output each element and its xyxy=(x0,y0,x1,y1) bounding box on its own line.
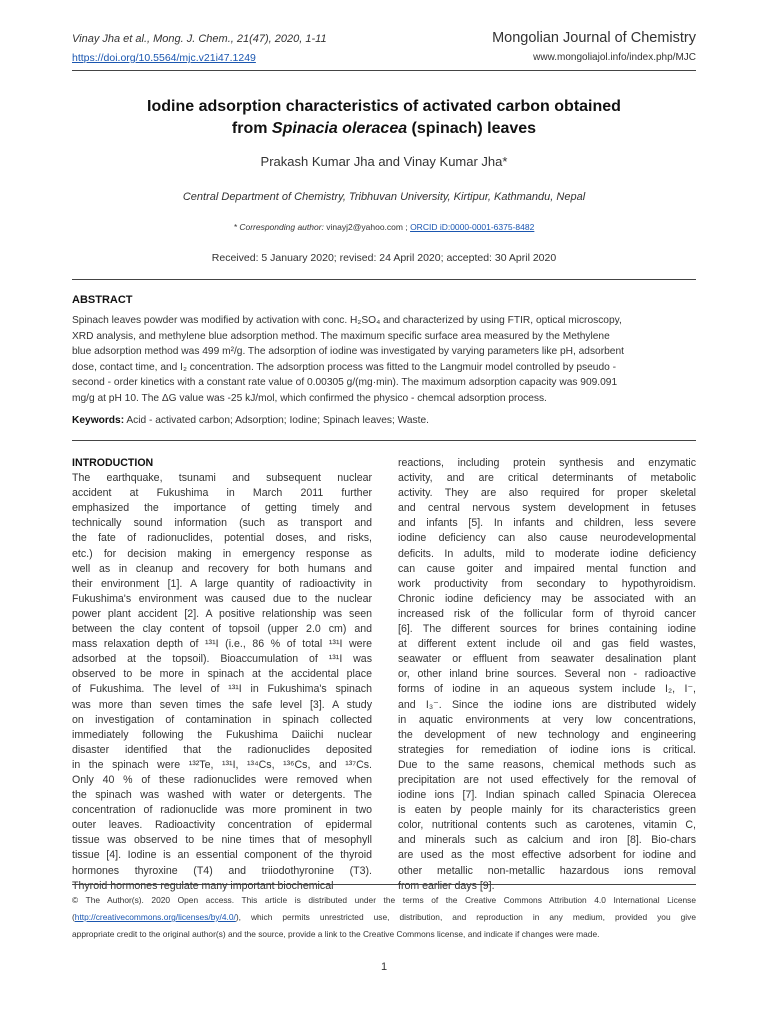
title-line-1: Iodine adsorption characteristics of activated carbon obtained xyxy=(147,98,621,115)
page-number: 1 xyxy=(380,961,388,973)
text-line: and I₃⁻. Since the iodine ions are distributed widely xyxy=(398,698,696,711)
affiliation: Central Department of Chemistry, Tribhuvan University, Kirtipur, Kathmandu, Nepal xyxy=(182,191,586,203)
intro-left-column xyxy=(72,456,372,894)
text-line: from earlier days [9]. xyxy=(398,879,495,892)
text-line: Spinach leaves powder was modified by activation with conc. H₂SO₄ and characterized by using FTIR, optical microscopy, xyxy=(72,315,622,326)
text-line: in aquatic environments at very low concentrations, xyxy=(398,713,696,726)
text-line: are used as the most effective adsorbent for iodine and xyxy=(398,849,696,862)
text-line: iodine deficiency can also cause neurodevelopmental xyxy=(398,532,696,545)
title-line-2: from Spinacia oleracea (spinach) leaves xyxy=(231,120,537,137)
text-line: mass relaxation depth of ¹³¹I (i.e., 86 % of total ¹³¹I were xyxy=(72,638,372,651)
text-line: reactions, including protein synthesis and enzymatic xyxy=(398,457,696,469)
text-line: work productivity from secondary to hypothyroidism. xyxy=(398,577,696,590)
text-line: increased risk of the follicular form of thyroid cancer xyxy=(398,607,696,620)
license-line-1: © The Author(s). 2020 Open access. This article is distributed under the terms of the Creative Commons Attribution 4.0 International License xyxy=(72,895,696,905)
paper-title xyxy=(72,96,696,140)
text-line: Chronic iodine deficiency may be associated with an xyxy=(398,592,696,605)
abstract-text xyxy=(72,313,698,406)
corresponding-label: * Corresponding author: xyxy=(233,222,324,232)
text-line: concentration of radionuclide was more prominent in two xyxy=(72,804,372,817)
text-line: observed to be more in spinach at the accidental place xyxy=(72,668,372,681)
text-line: their environment [1]. A large quantity of radioactivity in xyxy=(72,577,372,590)
text-line: can cause goiter and impaired mental function and xyxy=(398,562,696,575)
author-email[interactable]: vinayj2@yahoo.com ; xyxy=(326,222,408,232)
text-line: the development of new technology and engineering xyxy=(398,728,696,741)
article-dates: Received: 5 January 2020; revised: 24 April 2020; accepted: 30 April 2020 xyxy=(211,252,557,264)
text-line: other metallic non-metallic hazardous ions removal xyxy=(398,864,696,877)
text-line: tissue was observed to be nine times that of mesophyll xyxy=(72,834,372,847)
dates-rule xyxy=(72,279,696,280)
text-line: accident at Fukushima in March 2011 further xyxy=(72,487,372,500)
text-line: strategies for remediation of iodine ions is critical. xyxy=(398,743,696,756)
license-rule xyxy=(72,884,696,885)
text-line: activity, and are critical determinants of metabolic xyxy=(398,472,696,485)
text-line: seawater or effluent from seawater desalination plant xyxy=(398,653,696,666)
text-line: and infants [5]. In infants and children, less severe xyxy=(398,517,696,530)
keywords-text: Acid - activated carbon; Adsorption; Iodine; Spinach leaves; Waste. xyxy=(126,415,429,426)
intro-heading: INTRODUCTION xyxy=(72,457,154,469)
text-line: The earthquake, tsunami and subsequent nuclear xyxy=(72,472,372,485)
text-line: is eaten by people mainly for its characteristics green xyxy=(398,804,696,817)
text-line: outer leaves. Radioactivity concentration of epidermal xyxy=(72,819,372,832)
text-line: in the spinach were ¹³²Te, ¹³¹I, ¹³⁴Cs, ¹³⁶Cs, and ¹³⁷Cs. xyxy=(72,758,372,771)
text-line: deficits. In adults, mild to moderate iodine deficiency xyxy=(398,547,696,560)
keywords-rule xyxy=(72,440,696,441)
text-line: forms of iodine in an aqueous system include I₂, I⁻, xyxy=(398,683,696,696)
text-line: of Fukushima. The level of ¹³¹I in Fukushima's spinach xyxy=(72,683,372,696)
intro-right-column xyxy=(398,456,696,894)
text-line: immediately following the Fukushima Daiichi nuclear xyxy=(72,728,372,741)
text-line: well as in cleanup and recovery for both humans and xyxy=(72,562,372,575)
journal-name: Mongolian Journal of Chemistry xyxy=(492,30,696,46)
text-line: precipitation are not used effectively for the removal of xyxy=(398,773,696,786)
text-line: was more than seven times the safe level [3]. A study xyxy=(72,698,372,711)
text-line: at different extent include oil and gas field wastes, xyxy=(398,638,696,651)
text-line: between the clay content of topsoil (upper 2.0 cm) and xyxy=(72,623,372,636)
authors: Prakash Kumar Jha and Vinay Kumar Jha* xyxy=(260,154,508,169)
citation-header: Vinay Jha et al., Mong. J. Chem., 21(47), 2020, 1-11 xyxy=(72,33,327,45)
text-line: Fukushima's environment was caused due to the nuclear xyxy=(72,592,372,605)
text-line: the spinach was washed with water or detergents. The xyxy=(72,789,372,802)
text-line: dose, contact time, and I₂ concentration. The adsorption process was fitted to the Langmuir model controlled by pseudo - xyxy=(72,361,617,373)
journal-website: www.mongoliajol.info/index.php/MJC xyxy=(533,52,696,63)
text-line: iodine ions [7]. Indian spinach called Spinacia Olerecea xyxy=(398,789,696,802)
text-line: etc.) for decision making in emergency response as xyxy=(72,547,372,560)
text-line: mg/g at pH 10. The ΔG value was -25 kJ/mol, which confirmed the physico - chemcal adsorption process. xyxy=(72,392,547,404)
text-line: and central nervous system development in fetuses xyxy=(398,502,696,515)
text-line: blue adsorption method was 499 m²/g. The adsorption of iodine was investigated by varying parameters like pH, adsorbent xyxy=(72,346,624,357)
text-line: Only 40 % of these radionuclides were removed when xyxy=(72,773,372,786)
abstract-heading: ABSTRACT xyxy=(72,294,133,306)
license-line-2: (http://creativecommons.org/licenses/by/4.0/), which permits unrestricted use, distribution, and reproduction in any medium, provided you give xyxy=(72,912,696,922)
text-line: XRD analysis, and methylene blue adsorption method. The maximum specific surface area measured by the Methylene xyxy=(72,330,610,342)
text-line: hormones thyroxine (T4) and triiodothyronine (T3). xyxy=(72,864,372,877)
text-line: power plant accident [2]. A positive relationship was seen xyxy=(72,607,372,620)
text-line: color, nutritional contents such as carotenes, vitamin C, xyxy=(398,819,696,832)
corresponding-author xyxy=(72,222,696,232)
text-line: Thyroid hormones regulate many important biochemical xyxy=(72,879,334,892)
text-line: emphasized the importance of getting timely and xyxy=(72,502,372,515)
license-line-3: appropriate credit to the original author(s) and the source, provide a link to the Creative Commons license, and indicate if changes were made. xyxy=(72,929,600,939)
species-name: Spinacia oleracea xyxy=(271,120,408,137)
text-line: tissue [4]. Iodine is an essential component of the thyroid xyxy=(72,849,372,862)
doi-link[interactable]: https://doi.org/10.5564/mjc.v21i47.1249 xyxy=(72,52,256,64)
text-line: Due to the same reasons, chemical methods such as xyxy=(398,758,696,771)
text-line: technically sound information (such as transport and xyxy=(72,517,372,530)
text-line: or, other inland brine sources. Several non - radioactive xyxy=(398,668,696,681)
keywords-label: Keywords: xyxy=(72,415,125,426)
text-line: and minerals such as calcium and iron [8]. Bio-chars xyxy=(398,834,696,847)
license-text xyxy=(72,892,696,943)
text-line: adsorbed at the topsoil). Bioaccumulation of ¹³¹I was xyxy=(72,653,372,666)
license-link[interactable]: http://creativecommons.org/licenses/by/4.0/ xyxy=(74,912,236,922)
text-line: [6]. The different sources for brines containing iodine xyxy=(398,623,696,636)
text-line: on investigation of contamination in spinach collected xyxy=(72,713,372,726)
header-rule xyxy=(72,70,696,71)
orcid-link[interactable]: ORCID iD:0000-0001-6375-8482 xyxy=(410,222,535,232)
text-line: disaster identified that the radionuclides deposited xyxy=(72,743,372,756)
text-line: activity. They are also required for proper skeletal xyxy=(398,487,696,500)
keywords xyxy=(72,415,429,426)
text-line: second - order kinetics with a constant rate value of 0.00305 g/(mg·min). The maximum adsorption capacity was 909.091 xyxy=(72,377,618,388)
text-line: the fate of radionuclides, potential doses, and risks, xyxy=(72,532,372,545)
